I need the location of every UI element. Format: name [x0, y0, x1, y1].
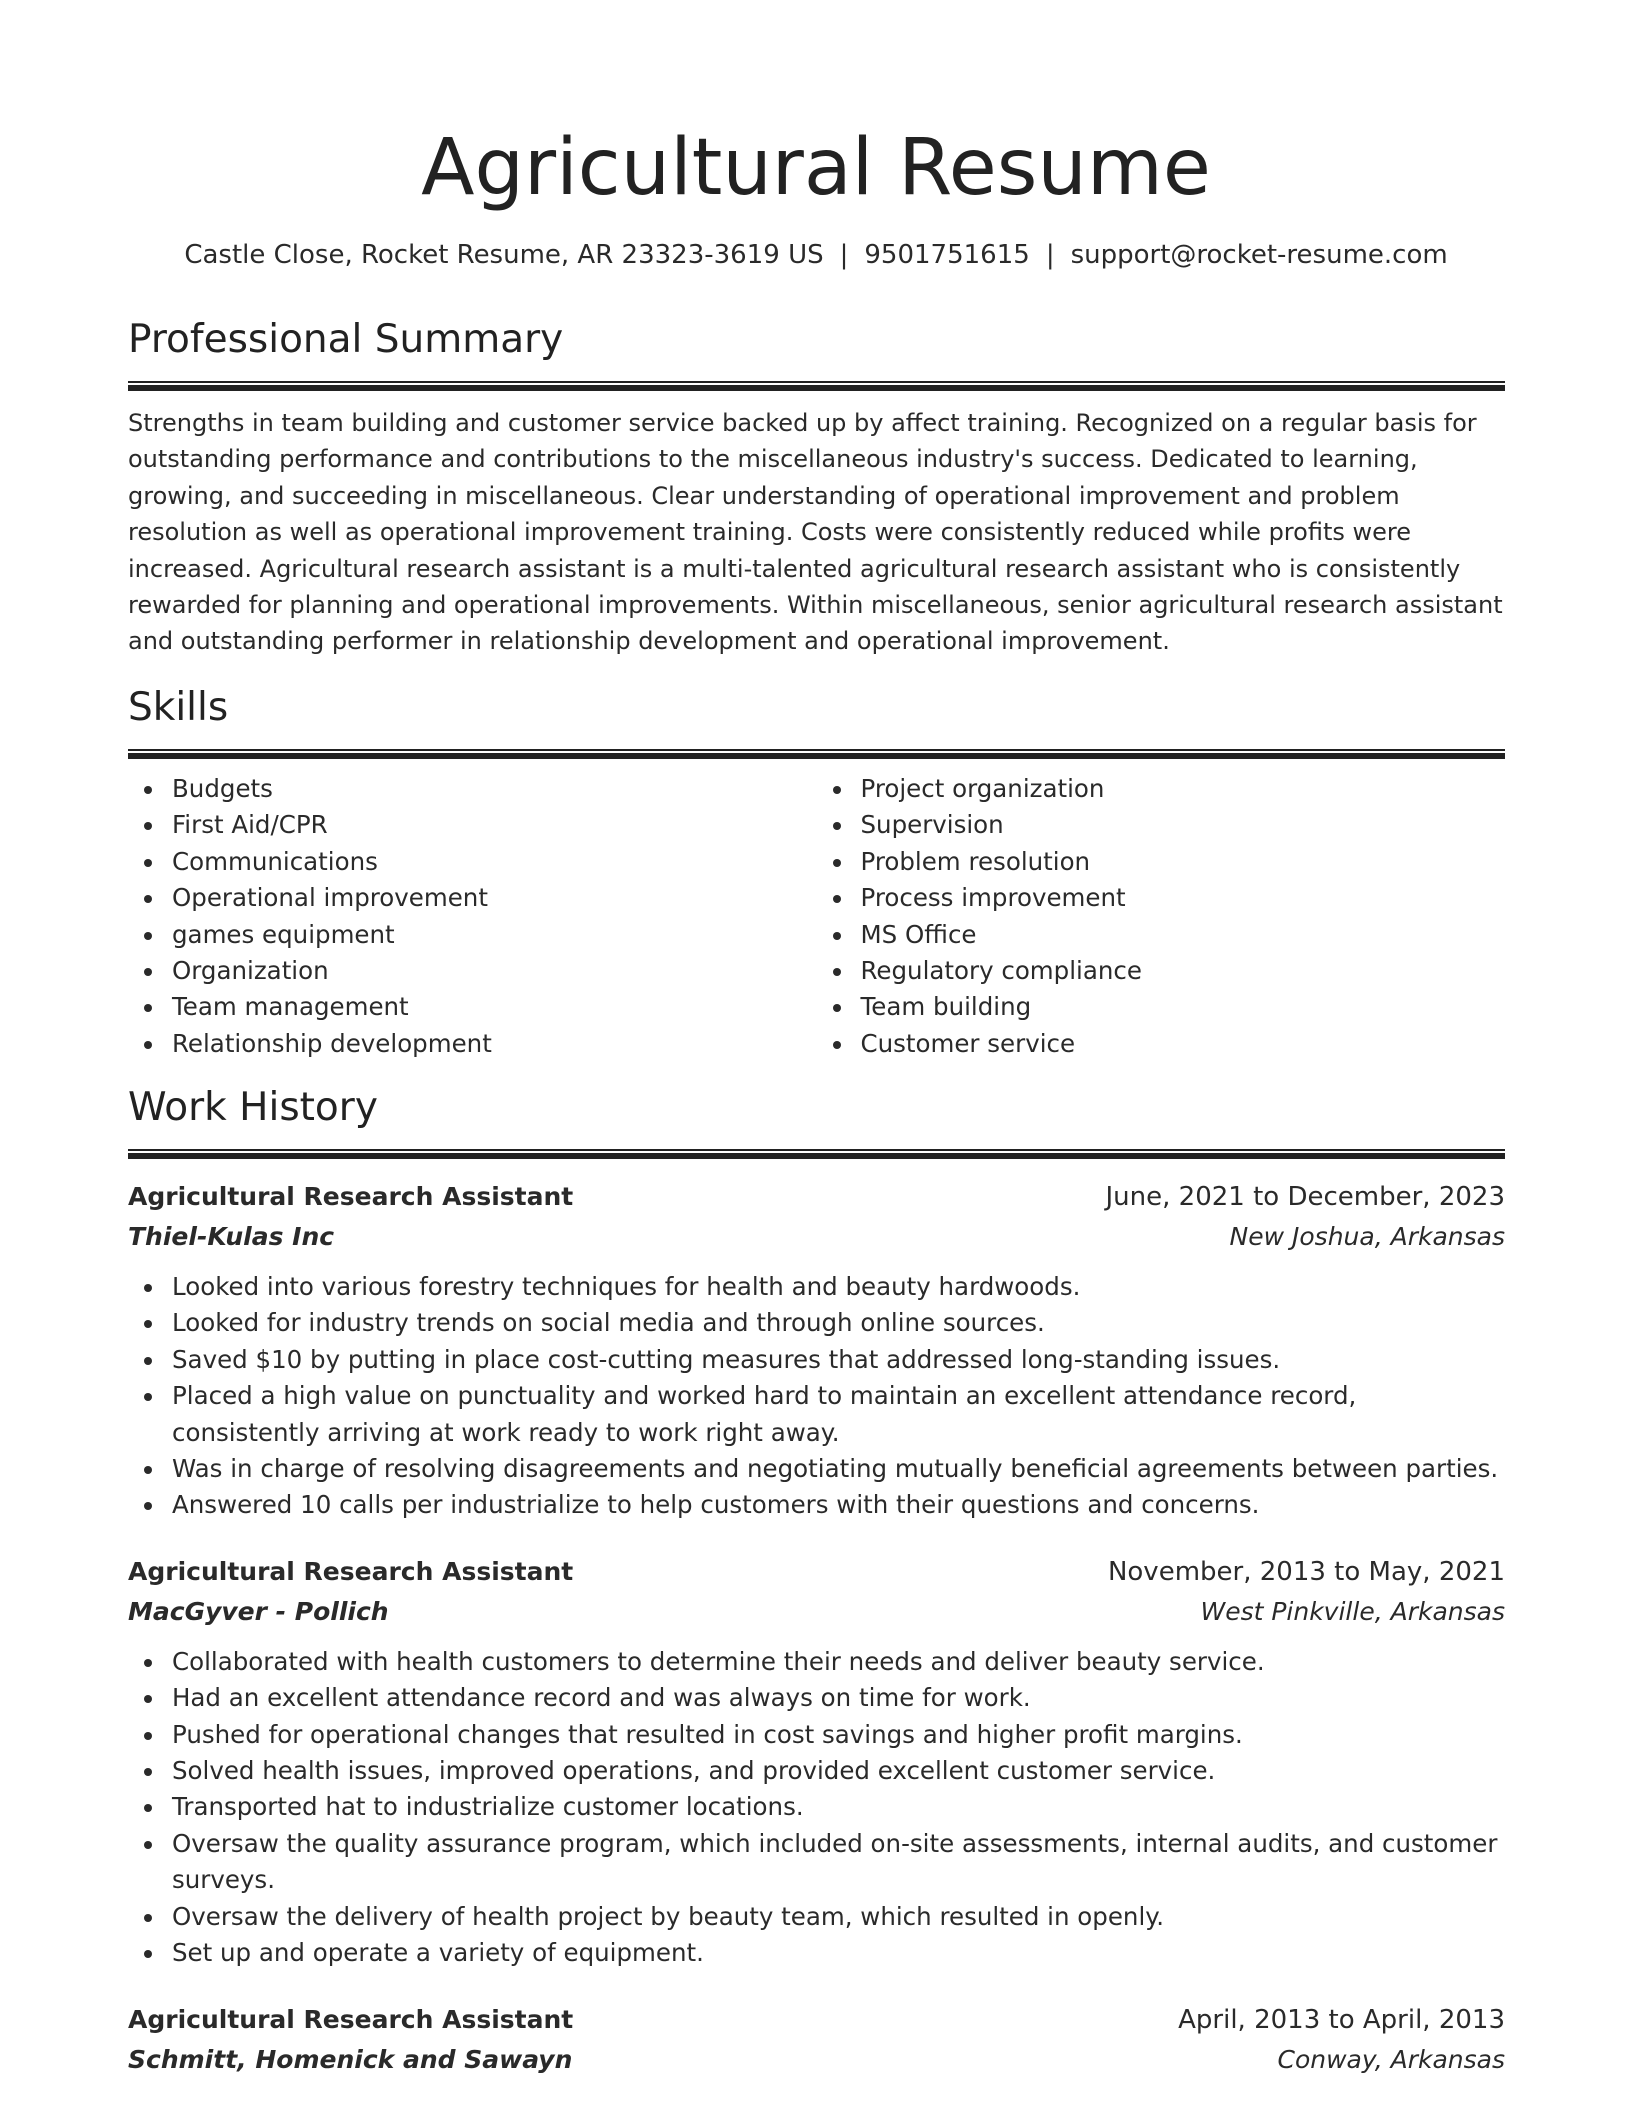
job-bullet: Oversaw the delivery of health project by beauty team, which resulted in openly.: [128, 1899, 1505, 1935]
work-history-section: [128, 1083, 1505, 2080]
skill-item: Budgets: [128, 771, 817, 807]
skills-columns: [128, 771, 1505, 1062]
job-dates: June, 2021 to December, 2023: [1105, 1182, 1505, 1212]
job-header-row: [128, 2000, 1505, 2040]
skill-item: Relationship development: [128, 1026, 817, 1062]
job-entry: [128, 1552, 1505, 1972]
skills-list-left: [128, 771, 817, 1062]
job-entry: [128, 2000, 1505, 2080]
section-divider: [128, 1149, 1505, 1159]
job-company: Thiel-Kulas Inc: [128, 1222, 335, 1251]
job-entry: [128, 1177, 1505, 1524]
skill-item: Team building: [817, 989, 1506, 1025]
job-title: Agricultural Research Assistant: [128, 1556, 574, 1586]
job-bullet: Pushed for operational changes that resulted in cost savings and higher profit margins.: [128, 1717, 1505, 1753]
skill-item: Problem resolution: [817, 844, 1506, 880]
contact-phone: 9501751615: [864, 240, 1030, 270]
skill-item: Project organization: [817, 771, 1506, 807]
skill-item: games equipment: [128, 917, 817, 953]
job-company: MacGyver - Pollich: [128, 1596, 389, 1626]
job-bullet: Saved $10 by putting in place cost-cutting measures that addressed long-standing issues.: [128, 1342, 1505, 1378]
section-divider: [128, 749, 1505, 759]
skills-heading: Skills: [128, 685, 229, 730]
job-bullet: Answered 10 calls per industrialize to help customers with their questions and concerns.: [128, 1487, 1505, 1523]
job-bullet: Placed a high value on punctuality and worked hard to maintain an excellent attendance record, consistently arriving at work ready to work right away.: [128, 1378, 1505, 1451]
job-bullet: Set up and operate a variety of equipment.: [128, 1935, 1505, 1971]
summary-section: [128, 315, 1505, 660]
section-divider: [128, 381, 1505, 391]
job-location: New Joshua, Arkansas: [1229, 1222, 1505, 1251]
job-bullet: Oversaw the quality assurance program, which included on-site assessments, internal audits, and customer surveys.: [128, 1826, 1505, 1899]
contact-address: Castle Close, Rocket Resume, AR 23323-3619 US: [184, 240, 824, 270]
resume-title: Agricultural Resume: [421, 123, 1211, 213]
job-title: Agricultural Research Assistant: [128, 2004, 574, 2034]
job-bullet: Solved health issues, improved operations, and provided excellent customer service.: [128, 1753, 1505, 1789]
contact-line: [0, 237, 1632, 273]
job-header-row: [128, 1552, 1505, 1592]
skill-item: Regulatory compliance: [817, 953, 1506, 989]
work-history-heading: Work History: [128, 1085, 378, 1130]
job-bullet: Collaborated with health customers to determine their needs and deliver beauty service.: [128, 1644, 1505, 1680]
job-title: Agricultural Research Assistant: [128, 1182, 574, 1211]
job-bullet: Was in charge of resolving disagreements and negotiating mutually beneficial agreements between parties.: [128, 1451, 1505, 1487]
contact-email: support@rocket-resume.com: [1070, 240, 1448, 270]
job-dates: November, 2013 to May, 2021: [1107, 1556, 1505, 1587]
job-company-row: [128, 2040, 1505, 2080]
summary-text: Strengths in team building and customer service backed up by affect training. Recognized on a regular basis for outstanding performance and contributions to the miscellaneous industry's success. Dedicated to learning, growing, and succeeding in miscellaneous. Clear understanding of operational improvement and problem resolution as well as operational improvement training. Costs were consistently reduced while profits were increased. Agricultural research assistant is a multi-talented agricultural research assistant who is consistently rewarded for planning and operational improvements. Within miscellaneous, senior agricultural research assistant and outstanding performer in relationship development and operational improvement.: [128, 409, 1503, 656]
job-bullet: Transported hat to industrialize customer locations.: [128, 1789, 1505, 1825]
job-bullets: [128, 1269, 1505, 1524]
job-bullet: Looked into various forestry techniques for health and beauty hardwoods.: [128, 1269, 1505, 1305]
job-company-row: [128, 1592, 1505, 1632]
skill-item: Organization: [128, 953, 817, 989]
job-bullets: [128, 1644, 1505, 1972]
job-header-row: [128, 1177, 1505, 1217]
summary-heading: Professional Summary: [128, 317, 564, 362]
job-bullet: Looked for industry trends on social media and through online sources.: [128, 1305, 1505, 1341]
job-location: Conway, Arkansas: [1277, 2044, 1505, 2074]
skill-item: MS Office: [817, 917, 1506, 953]
job-location: West Pinkville, Arkansas: [1200, 1596, 1505, 1626]
skill-item: Communications: [128, 844, 817, 880]
skill-item: Process improvement: [817, 880, 1506, 916]
job-dates: April, 2013 to April, 2013: [1178, 2004, 1505, 2035]
job-company-row: [128, 1217, 1505, 1257]
skill-item: First Aid/CPR: [128, 807, 817, 843]
contact-separator: |: [1045, 240, 1055, 270]
skill-item: Operational improvement: [128, 880, 817, 916]
skill-item: Team management: [128, 989, 817, 1025]
contact-separator: |: [839, 240, 849, 270]
skill-item: Customer service: [817, 1026, 1506, 1062]
job-company: Schmitt, Homenick and Sawayn: [128, 2044, 573, 2074]
job-bullet: Had an excellent attendance record and was always on time for work.: [128, 1680, 1505, 1716]
skills-section: [128, 683, 1505, 1062]
skills-list-right: [817, 771, 1506, 1062]
skill-item: Supervision: [817, 807, 1506, 843]
